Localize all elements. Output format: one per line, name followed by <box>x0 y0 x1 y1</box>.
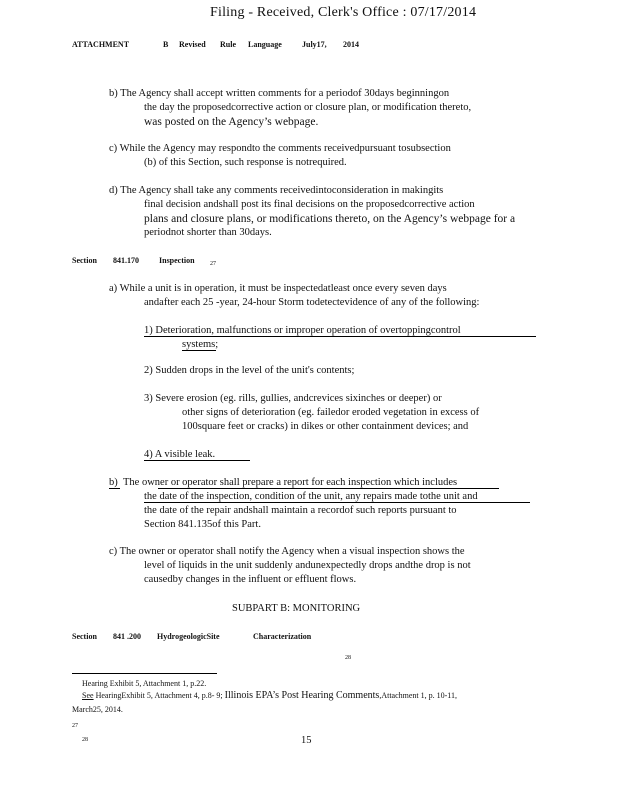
language-label: Language <box>248 40 282 49</box>
fn28-number: 28 <box>82 737 88 743</box>
fn27-number: 27 <box>72 723 78 729</box>
page-number: 15 <box>301 735 312 746</box>
fn28-see: See <box>82 691 94 700</box>
insp-b-marker: b) <box>109 477 118 488</box>
insp-c-line2: level of liquids in the unit suddenly andunexpectedly drops andthe drop is not <box>144 560 471 571</box>
rule-label: Rule <box>220 40 236 49</box>
para-d-line1: d) The Agency shall take any comments receivedintoconsideration in makingits <box>109 185 444 196</box>
fn27-text: Hearing Exhibit 5, Attachment 1, p.22. <box>82 679 207 688</box>
para-c-line2: (b) of this Section, such response is notrequired. <box>144 157 347 168</box>
insp-b-line1: The owner or operator shall prepare a report for each inspection which includes <box>123 477 458 488</box>
para-b-line2: the day the proposedcorrective action or closure plan, or modification thereto, <box>144 102 472 113</box>
insp-b-line4: Section 841.135of this Part. <box>144 519 261 530</box>
footnote-divider <box>72 673 217 674</box>
header-date: July17, <box>302 40 327 49</box>
para-d-line3: plans and closure plans, or modifications thereto, on the Agency’s webpage for a <box>144 213 516 225</box>
para-c-line1: c) While the Agency may respondto the comments receivedpursuant tosubsection <box>109 143 451 154</box>
item4-line1: 4) A visible leak. <box>144 449 216 460</box>
item1-line2: systems; <box>182 339 219 350</box>
section-title: Inspection <box>159 256 195 265</box>
fn28-post: ,Attachment 1, p. 10-11, <box>379 691 457 700</box>
insp-c-line3: causedby changes in the influent or effluent flows. <box>144 574 357 585</box>
item3-line1: 3) Severe erosion (eg. rills, gullies, andcrevices sixinches or deeper) or <box>144 393 442 404</box>
insp-b-line3: the date of the repair andshall maintain a recordof such reports pursuant to <box>144 505 457 516</box>
fn28-line2: March25, 2014. <box>72 705 123 714</box>
insp-c-line1: c) The owner or operator shall notify the Agency when a visual inspection shows the <box>109 546 465 557</box>
section-number: 841.170 <box>113 256 139 265</box>
section-number: 841 .200 <box>113 632 141 641</box>
item3-line2: other signs of deterioration (eg. failedor eroded vegetation in excess of <box>182 407 480 418</box>
insp-a-line2: andafter each 25 -year, 24-hour Storm todetectevidence of any of the following: <box>144 297 480 308</box>
attachment-id: B <box>163 40 169 49</box>
revised-label: Revised <box>179 40 206 49</box>
fn28-title: Illinois EPA’s Post Hearing Comments <box>224 690 380 701</box>
para-d-line2: final decision andshall post its final decisions on the proposedcorrective action <box>144 199 475 210</box>
section-label: Section <box>72 632 97 641</box>
item3-line3: 100square feet or cracks) in dikes or other containment devices; and <box>182 421 469 432</box>
item-2: 2) Sudden drops in the level of the unit's contents; <box>144 365 355 376</box>
header-year: 2014 <box>343 40 359 49</box>
footnote-ref-28: 28 <box>345 655 351 661</box>
fn28-pre: HearingExhibit 5, Attachment 4, p.8- 9; <box>95 691 223 700</box>
insp-a-line1: a) While a unit is in operation, it must be inspectedatleast once every seven days <box>109 283 447 294</box>
insp-b-line2: the date of the inspection, condition of the unit, any repairs made tothe unit and <box>144 491 478 502</box>
item1-line1: 1) Deterioration, malfunctions or improper operation of overtoppingcontrol <box>144 325 461 336</box>
section-title-part1: HydrogeologicSite <box>157 632 220 641</box>
footnote-ref-27: 27 <box>210 261 216 267</box>
para-b-line3: was posted on the Agency’s webpage. <box>144 116 319 128</box>
filing-stamp: Filing - Received, Clerk's Office : 07/17/2014 <box>210 5 477 20</box>
attachment-label: ATTACHMENT <box>72 40 130 49</box>
para-d-line4: periodnot shorter than 30days. <box>144 227 272 238</box>
section-label: Section <box>72 256 97 265</box>
subpart-heading: SUBPART B: MONITORING <box>232 603 361 614</box>
fn28-line1 <box>82 690 457 702</box>
para-b-line1: b) The Agency shall accept written comments for a periodof 30days beginningon <box>109 88 450 99</box>
section-title-part2: Characterization <box>253 632 312 641</box>
